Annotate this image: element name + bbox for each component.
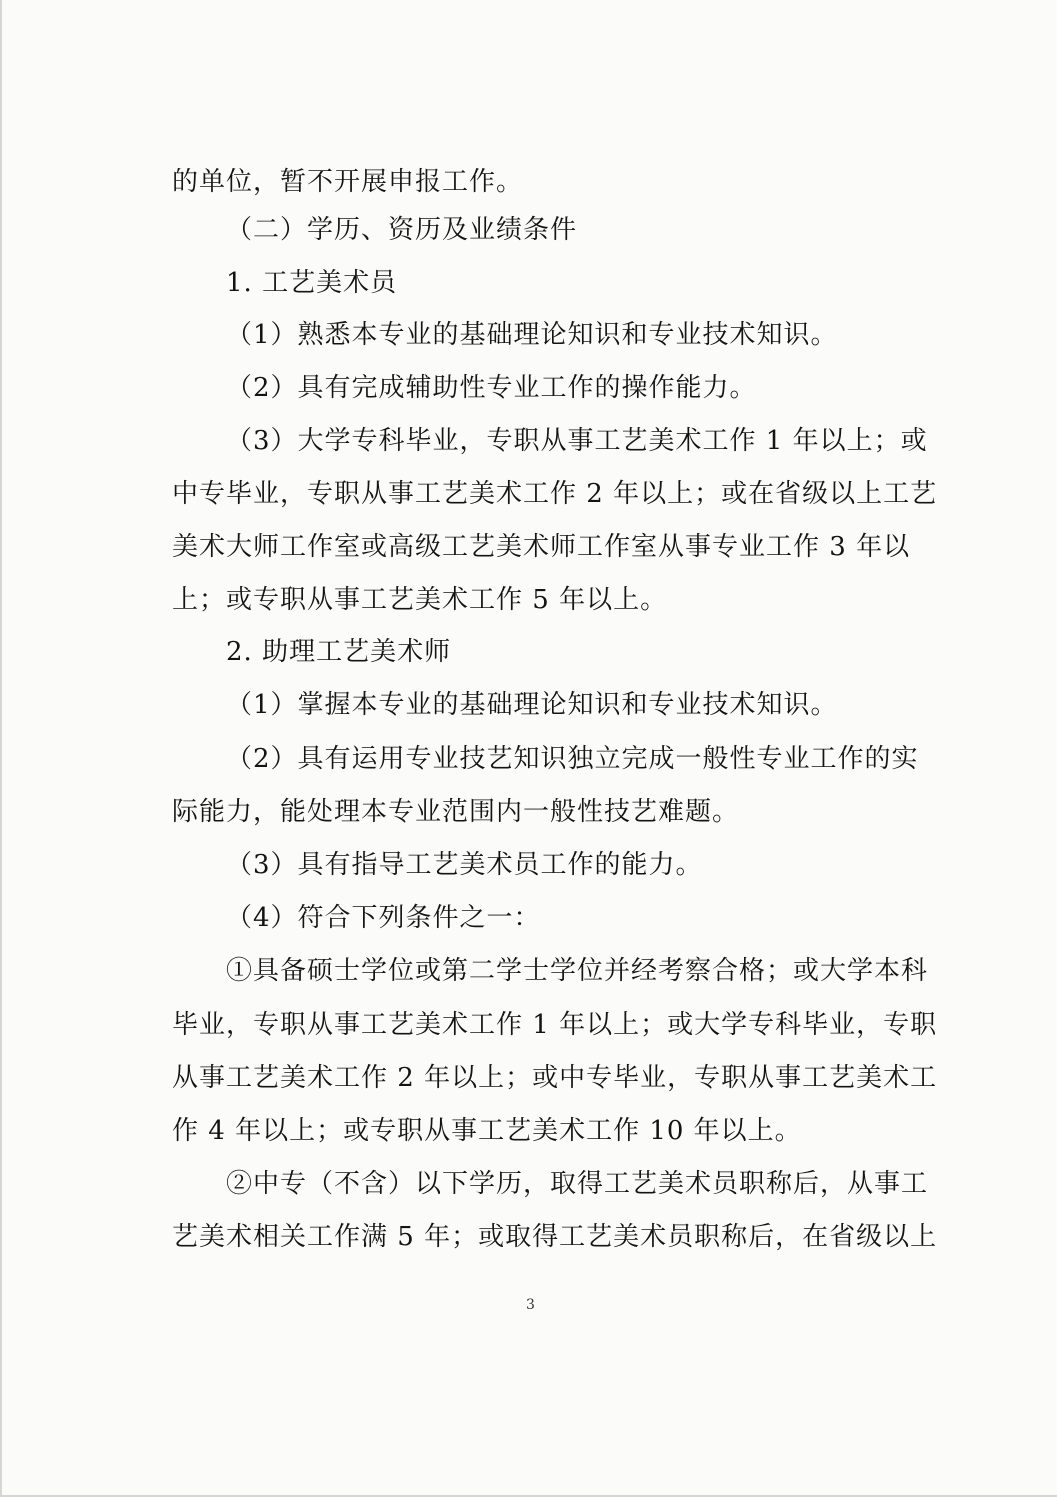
text-line-9: 上；或专职从事工艺美术工作 5 年以上。 (172, 585, 668, 615)
text-line-16: ①具备硕士学位或第二学士学位并经考察合格；或大学本科 (226, 956, 929, 986)
text-line-4: （1）熟悉本专业的基础理论知识和专业技术知识。 (226, 320, 838, 350)
text-line-6: （3）大学专科毕业，专职从事工艺美术工作 1 年以上；或 (226, 426, 928, 456)
section-heading-qualifications: （二）学历、资历及业绩条件 (226, 215, 578, 245)
text-line-11: （1）掌握本专业的基础理论知识和专业技术知识。 (226, 690, 838, 720)
subheading-craft-artist: 1. 工艺美术员 (226, 268, 398, 298)
text-line-14: （3）具有指导工艺美术员工作的能力。 (226, 850, 703, 880)
text-line-18: 从事工艺美术工作 2 年以上；或中专毕业，专职从事工艺美术工 (172, 1063, 938, 1093)
subheading-assistant-craft-artist: 2. 助理工艺美术师 (226, 637, 452, 667)
text-line-20: ②中专（不含）以下学历，取得工艺美术员职称后，从事工 (226, 1169, 929, 1199)
text-line-19: 作 4 年以上；或专职从事工艺美术工作 10 年以上。 (172, 1116, 802, 1146)
text-line-13: 际能力，能处理本专业范围内一般性技艺难题。 (172, 797, 740, 827)
text-line-15: （4）符合下列条件之一： (226, 903, 541, 933)
text-line-5: （2）具有完成辅助性专业工作的操作能力。 (226, 373, 757, 403)
text-line-12: （2）具有运用专业技艺知识独立完成一般性专业工作的实 (226, 744, 919, 774)
text-line-21: 艺美术相关工作满 5 年；或取得工艺美术员职称后，在省级以上 (172, 1222, 938, 1252)
text-line-7: 中专毕业，专职从事工艺美术工作 2 年以上；或在省级以上工艺 (172, 479, 938, 509)
text-line-17: 毕业，专职从事工艺美术工作 1 年以上；或大学专科毕业，专职 (172, 1010, 938, 1040)
page-number: 3 (526, 1297, 535, 1313)
text-line-8: 美术大师工作室或高级工艺美术师工作室从事专业工作 3 年以 (172, 532, 911, 562)
text-line-1: 的单位，暂不开展申报工作。 (172, 167, 524, 197)
